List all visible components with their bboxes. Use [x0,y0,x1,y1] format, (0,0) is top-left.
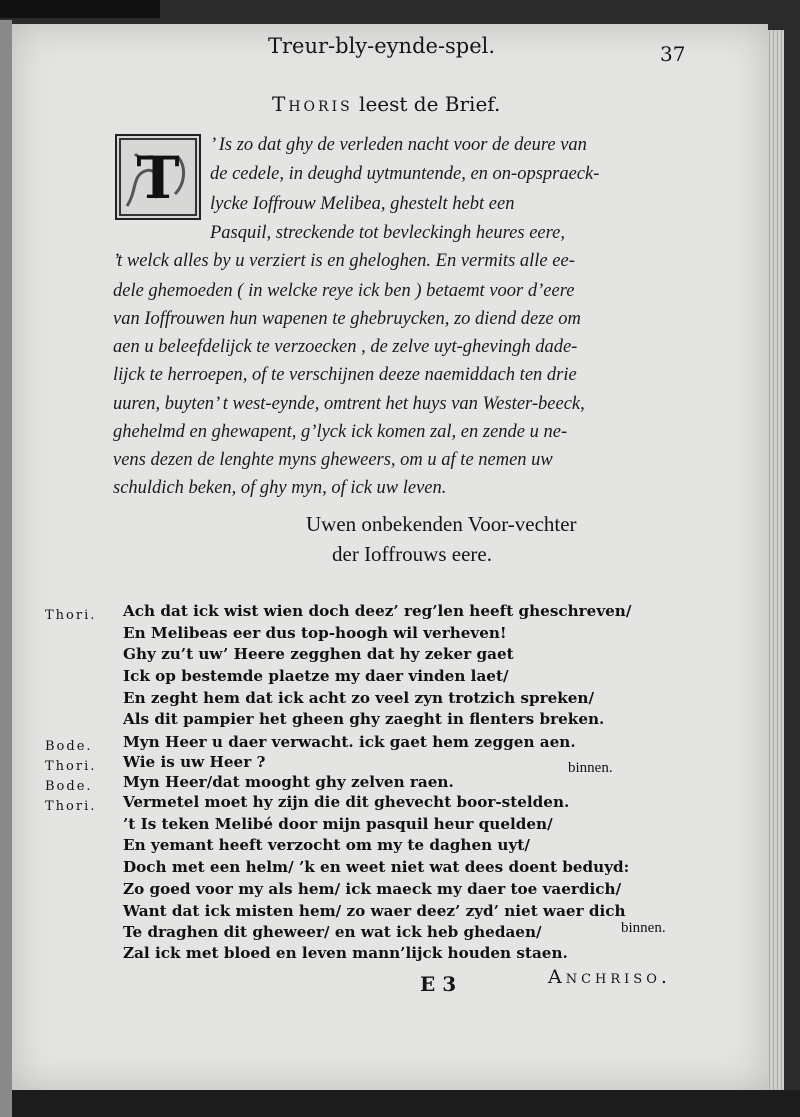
verse-line: Wie is uw Heer ? [123,753,266,771]
verse-line: En Melibeas eer dus top-hoogh wil verheven! [123,624,507,642]
verse-line: Want dat ick misten hem/ zo waer deez’ zyd’ niet waer dich [123,902,626,920]
letter-line: uuren, buyten’ t west-eynde, omtrent het huys van Wester-beeck, [113,394,585,414]
letter-line: ghehelmd en ghewapent, g’lyck ick komen zal, en zende u ne- [113,422,568,442]
verse-line: Myn Heer/dat mooght ghy zelven raen. [123,773,454,791]
letter-line: ’ Is zo dat ghy de verleden nacht voor de deure van [210,135,587,155]
speaker-name: Bode. [45,779,93,794]
verse-line: Te draghen dit gheweer/ en wat ick heb ghedaen/ [123,923,542,941]
section-title-rest: leest de Brief. [352,92,501,116]
section-title [272,92,500,116]
letter-line: vens dezen de lenghte myns gheweers, om u af te nemen uw [113,450,553,470]
decorated-initial [115,134,201,220]
letter-line: van Ioffrouwen hun wapenen te ghebruycken, zo diend deze om [113,309,581,329]
verse-line: En yemant heeft verzocht om my te daghen uyt/ [123,836,530,854]
verse-line: Als dit pampier het gheen ghy zaeght in flenters breken. [123,710,605,728]
section-title-name: Thoris [272,92,353,116]
verse-line: Ghy zu’t uw’ Heere zegghen dat hy zeker gaet [123,645,514,663]
verse-line: Zo goed voor my als hem/ ick maeck my daer toe vaerdich/ [123,880,622,898]
letter-line: ’t welck alles by u verziert is en gheloghen. En vermits alle ee- [113,251,575,271]
letter-line: schuldich beken, of ghy myn, of ick uw leven. [113,478,447,498]
speaker-name: Thori. [45,759,97,774]
verse-line: Ach dat ick wist wien doch deez’ reg’len heeft gheschreven/ [123,602,632,620]
letter-line: Pasquil, streckende tot bevleckingh heures eere, [210,223,565,243]
letter-line: dele ghemoeden ( in welcke reye ick ben ) betaemt voor d’eere [113,281,575,301]
initial-letter: T [136,144,180,212]
signature-mark: E 3 [420,972,457,996]
page-number: 37 [660,42,686,66]
running-head: Treur-bly-eynde-spel. [268,34,496,58]
letter-line: de cedele, in deughd uytmuntende, en on-opspraeck- [210,164,600,184]
ornament-icon [117,136,199,218]
verse-line: Myn Heer u daer verwacht. ick gaet hem zeggen aen. [123,733,576,751]
letter-line: lijck te herroepen, of te verschijnen deeze naemiddach ten drie [113,365,577,385]
letter-line: lycke Ioffrouw Melibea, ghestelt hebt een [210,194,515,214]
letter-signature-line-1: Uwen onbekenden Voor-vechter [306,512,577,536]
verse-line: Doch met een helm/ ’k en weet niet wat dees doent beduyd: [123,858,630,876]
verse-line: En zeght hem dat ick acht zo veel zyn trotzich spreken/ [123,689,595,707]
stage-direction-2: binnen. [621,920,666,936]
speaker-name: Bode. [45,739,93,754]
catchword: Anchriso. [548,966,671,988]
letter-signature-line-2: der Ioffrouws eere. [332,542,492,566]
stage-direction-1: binnen. [568,760,613,776]
verse-line: Vermetel moet hy zijn die dit ghevecht boor-stelden. [123,793,570,811]
speaker-name: Thori. [45,799,97,814]
speaker-name: Thori. [45,608,97,623]
verse-line: Zal ick met bloed en leven mann’lijck houden staen. [123,944,568,962]
letter-line: aen u beleefdelijck te verzoecken , de zelve uyt-ghevingh dade- [113,337,578,357]
verse-line: ’t Is teken Melibé door mijn pasquil heur quelden/ [123,815,553,833]
verse-line: Ick op bestemde plaetze my daer vinden laet/ [123,667,509,685]
